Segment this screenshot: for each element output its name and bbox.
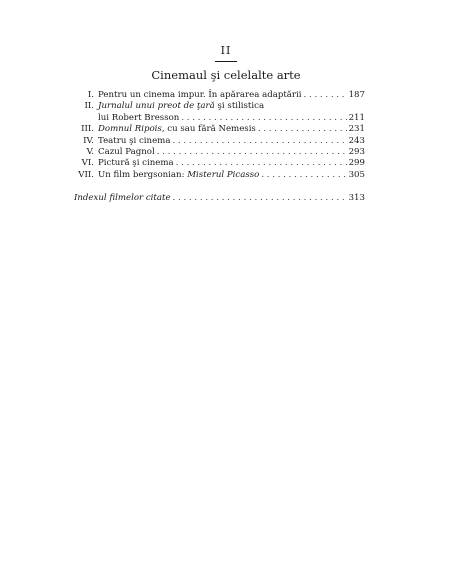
toc-page-number: 187 [348,90,365,100]
toc-page-number: 305 [348,169,365,180]
toc-leader-dots [172,136,346,147]
toc-title-continued: lui Robert Bresson [98,112,180,123]
toc-entry-2[interactable] [74,101,365,112]
toc-entry-4[interactable] [74,136,365,147]
table-of-contents [74,90,365,205]
toc-entry-5[interactable] [74,147,365,158]
toc-title: Teatru şi cinema [98,135,171,146]
toc-title-rest: , cu sau fără Nemesis [161,124,256,135]
toc-leader-dots [258,124,347,135]
toc-number: VI. [81,158,94,169]
toc-number: III. [81,124,94,135]
toc-leader-dots [261,170,346,181]
toc-title-italic: Jurnalul unui preot de ţară [98,101,215,112]
toc-leader-dots [304,90,347,101]
part-numeral: II [220,44,232,57]
toc-page-number: 313 [348,193,365,204]
toc-page-number: 211 [348,112,365,123]
toc-page-number: 231 [348,124,365,135]
toc-title-italic: Misterul Picasso [187,169,260,180]
toc-page-number: 299 [348,158,365,169]
toc-title: Pentru un cinema impur. În apărarea adaptării [98,90,302,100]
part-title: Cinemaul şi celelalte arte [151,68,301,82]
toc-leader-dots [173,193,347,204]
toc-entry-2-continued[interactable] [74,113,365,124]
toc-title-rest: şi stilistica [214,101,265,112]
toc-leader-dots [176,158,347,169]
toc-page-number: 293 [348,147,365,158]
toc-number: V. [86,147,94,158]
toc-title [98,101,264,112]
toc-title-italic: Domnul Ripois [98,124,162,135]
toc-leader-dots [181,113,346,124]
toc-index-entry[interactable] [74,193,365,204]
toc-title [98,124,256,135]
toc-number: I. [87,90,94,100]
toc-entry-6[interactable] [74,158,365,169]
toc-number: IV. [83,135,94,146]
toc-page-number: 243 [348,135,365,146]
toc-entry-3[interactable] [74,124,365,135]
toc-leader-dots [157,147,347,158]
part-rule [215,61,237,62]
index-title: Indexul filmelor citate [74,193,171,204]
toc-title-lead: Un film bergsonian: [98,169,188,180]
toc-title: Pictură şi cinema [98,158,174,169]
toc-number: VII. [78,169,94,180]
toc-entry-1[interactable] [74,90,365,101]
toc-entry-7[interactable] [74,170,365,181]
toc-title [98,170,259,181]
toc-title: Cazul Pagnol [98,147,155,158]
toc-number: II. [84,101,94,112]
